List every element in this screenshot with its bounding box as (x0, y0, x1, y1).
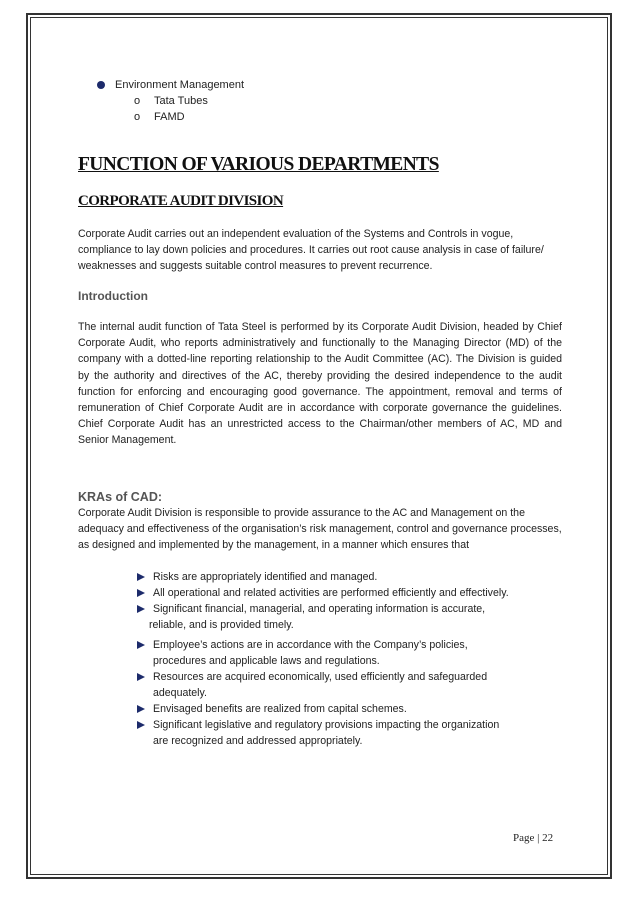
triangle-bullet-icon (137, 705, 145, 713)
kra-heading: KRAs of CAD: (78, 490, 163, 504)
list-item: All operational and related activities are performed efficiently and effectively. (134, 585, 574, 601)
overview-paragraph: Corporate Audit carries out an independent evaluation of the Systems and Controls in vogue, compliance to lay down policies and procedures. It carries out root cause analysis in case of failure/ weaknesses and suggests suitable control measures to prevent recurrence. (78, 228, 544, 273)
list-item: Environment Management (94, 77, 244, 93)
environment-list (94, 77, 244, 125)
page-number: Page | 22 (513, 832, 554, 844)
section-heading: CORPORATE AUDIT DIVISION (78, 193, 284, 209)
triangle-bullet-icon (137, 641, 145, 649)
sub-list-item: o Tata Tubes (134, 95, 208, 107)
sub-list-item: o FAMD (134, 111, 185, 123)
list-item: Employee’s actions are in accordance with the Company’s policies, procedures and applicable laws and regulations. (134, 637, 574, 669)
list-item: Significant financial, managerial, and operating information is accurate, reliable, and is provided timely. (134, 601, 574, 633)
main-heading: FUNCTION OF VARIOUS DEPARTMENTS (78, 154, 439, 175)
introduction-paragraph: The internal audit function of Tata Steel is performed by its Corporate Audit Division, headed by Chief Corporate Audit, who reports administratively and functionally to the Managing Director (MD) of the company with a dotted-line reporting relationship to the Audit Committee (AC). The Division is guided by the authority and directives of the AC, thereby providing the desired independence to the audit function for enforcing and encouraging good governance. The appointment, removal and terms of remuneration of Chief Corporate Audit are in accordance with corporate governance the guidelines. Chief Corporate Audit has an unrestricted access to the Chairman/other members of AC, MD and Senior Management. (78, 321, 562, 447)
list-item: Envisaged benefits are realized from capital schemes. (134, 701, 574, 717)
circle-marker-icon: o (134, 111, 141, 123)
list-item: Resources are acquired economically, used efficiently and safeguarded adequately. (134, 669, 574, 701)
triangle-bullet-icon (137, 573, 145, 581)
triangle-bullet-icon (137, 605, 145, 613)
bullet-dot-icon (97, 81, 105, 89)
kra-paragraph: Corporate Audit Division is responsible to provide assurance to the AC and Management on the adequacy and effectiveness of the organisation’s risk management, control and governance processes, as designed and implemented by the management, in a manner which ensures that (78, 507, 562, 551)
list-item: Significant legislative and regulatory provisions impacting the organization are recognized and addressed appropriately. (134, 717, 574, 749)
kra-bullet-list (134, 569, 574, 749)
triangle-bullet-icon (137, 673, 145, 681)
circle-marker-icon: o (134, 95, 141, 107)
triangle-bullet-icon (137, 589, 145, 597)
triangle-bullet-icon (137, 721, 145, 729)
introduction-heading: Introduction (78, 289, 148, 303)
list-item: Risks are appropriately identified and managed. (134, 569, 574, 585)
